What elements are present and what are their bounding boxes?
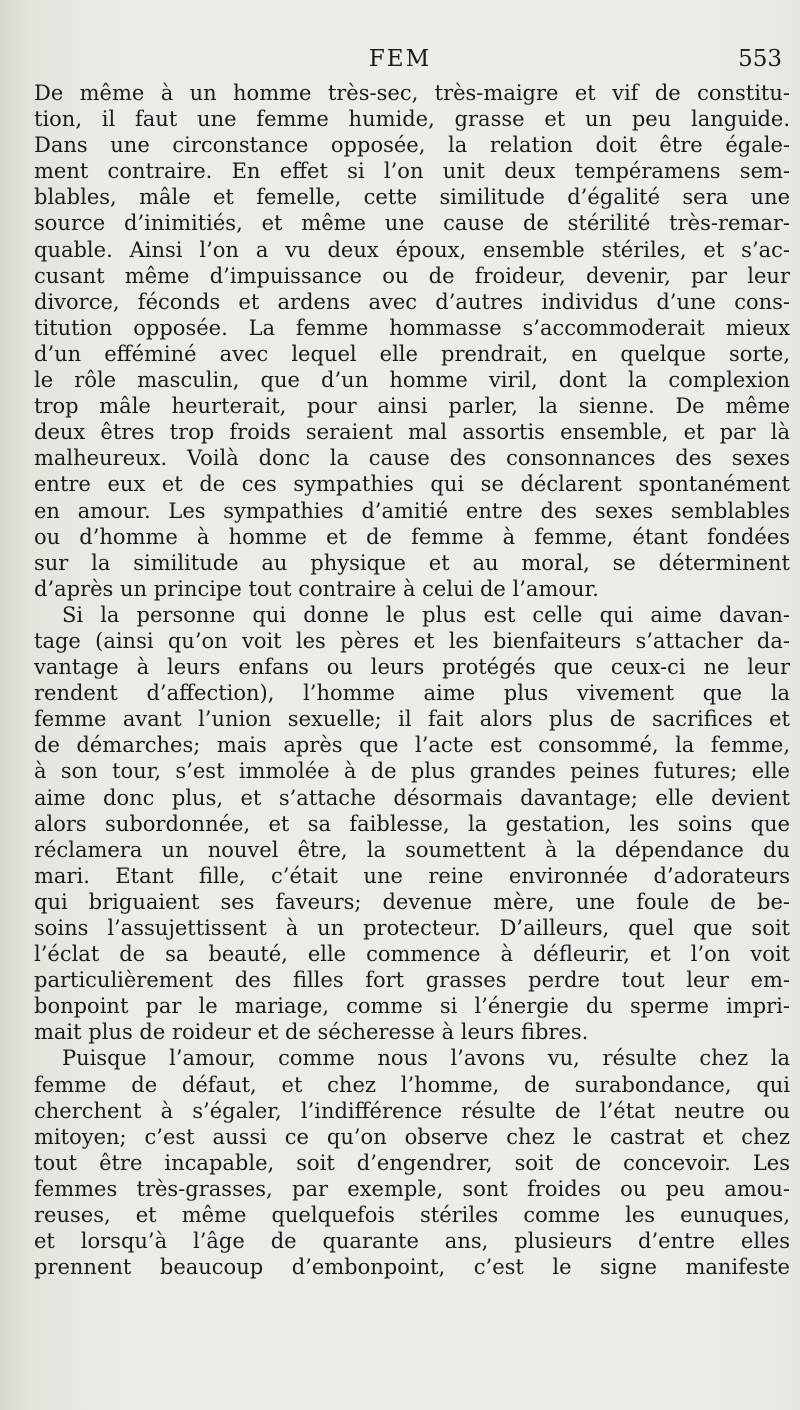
text-line: femmes très-grasses, par exemple, sont froides ou peu amou-: [34, 1176, 790, 1201]
text-line: prennent beaucoup d’embonpoint, c’est le signe manifeste: [34, 1255, 790, 1280]
body-text: [34, 80, 790, 1280]
text-line: mitoyen; c’est aussi ce qu’on observe chez le castrat et chez: [34, 1124, 790, 1149]
text-line: femme de défaut, et chez l’homme, de surabondance, qui: [34, 1072, 790, 1097]
text-line: tion, il faut une femme humide, grasse et un peu languide.: [34, 107, 790, 132]
text-line: Puisque l’amour, comme nous l’avons vu, résulte chez la: [62, 1046, 790, 1071]
text-line: tage (ainsi qu’on voit les pères et les bienfaiteurs s’attacher da-: [34, 628, 790, 653]
text-line: ou d’homme à homme et de femme à femme, étant fondées: [34, 524, 790, 549]
text-line: bonpoint par le mariage, comme si l’énergie du sperme impri-: [34, 994, 790, 1019]
text-line: divorce, féconds et ardens avec d’autres individus d’une cons-: [34, 289, 790, 314]
text-line: Si la personne qui donne le plus est celle qui aime davan-: [62, 602, 790, 627]
text-line: De même à un homme très-sec, très-maigre et vif de constitu-: [34, 81, 790, 105]
text-line: reuses, et même quelquefois stériles comme les eunuques,: [34, 1203, 790, 1228]
text-line: deux êtres trop froids seraient mal assortis ensemble, et par là: [34, 420, 790, 445]
text-line: tout être incapable, soit d’engendrer, soit de concevoir. Les: [34, 1150, 790, 1175]
text-line: vantage à leurs enfans ou leurs protégés que ceux-ci ne leur: [34, 655, 790, 680]
text-line: aime donc plus, et s’attache désormais davantage; elle devient: [34, 785, 790, 810]
text-line: l’éclat de sa beauté, elle commence à défleurir, et l’on voit: [34, 942, 790, 967]
text-line: et lorsqu’à l’âge de quarante ans, plusieurs d’entre elles: [34, 1229, 790, 1254]
text-line: mari. Etant fille, c’était une reine environnée d’adorateurs: [34, 863, 790, 888]
text-line: soins l’assujettissent à un protecteur. D’ailleurs, quel que soit: [34, 916, 790, 940]
running-head-title: FEM: [368, 46, 432, 72]
text-line: femme avant l’union sexuelle; il fait alors plus de sacrifices et: [34, 707, 790, 732]
text-line: titution opposée. La femme hommasse s’accommoderait mieux: [34, 315, 790, 340]
text-line: à son tour, s’est immolée à de plus grandes peines futures; elle: [34, 759, 790, 784]
text-line: de démarches; mais après que l’acte est consommé, la femme,: [34, 733, 790, 758]
text-line: le rôle masculin, que d’un homme viril, dont la complexion: [34, 368, 790, 393]
text-line: malheureux. Voilà donc la cause des consonnances des sexes: [34, 446, 790, 471]
text-line: réclamera un nouvel être, la soumettent à la dépendance du: [34, 837, 790, 862]
running-head: [0, 44, 800, 78]
text-line: alors subordonnée, et sa faiblesse, la gestation, les soins que: [34, 811, 790, 836]
text-line: rendent d’affection), l’homme aime plus vivement que la: [34, 681, 790, 706]
text-line: ment contraire. En effet si l’on unit deux tempéramens sem-: [34, 159, 790, 184]
page-number: 553: [738, 46, 782, 72]
text-line: quable. Ainsi l’on a vu deux époux, ensemble stériles, et s’ac-: [34, 237, 790, 262]
text-line: d’après un principe tout contraire à celui de l’amour.: [34, 576, 599, 601]
text-line: d’un efféminé avec lequel elle prendrait, en quelque sorte,: [34, 341, 790, 366]
text-line: entre eux et de ces sympathies qui se déclarent spontanément: [34, 472, 790, 497]
text-line: source d’inimitiés, et même une cause de stérilité très-remar-: [34, 211, 790, 236]
text-line: Dans une circonstance opposée, la relation doit être égale-: [34, 133, 790, 158]
text-line: particulièrement des filles fort grasses perdre tout leur em-: [34, 968, 790, 993]
text-line: en amour. Les sympathies d’amitié entre des sexes semblables: [34, 498, 790, 523]
text-line: mait plus de roideur et de sécheresse à leurs fibres.: [34, 1020, 589, 1045]
text-line: trop mâle heurterait, pour ainsi parler, la sienne. De même: [34, 394, 790, 419]
text-line: sur la similitude au physique et au moral, se déterminent: [34, 550, 790, 575]
text-line: qui briguaient ses faveurs; devenue mère, une foule de be-: [34, 889, 790, 914]
text-line: cusant même d’impuissance ou de froideur, devenir, par leur: [34, 263, 790, 288]
text-line: blables, mâle et femelle, cette similitude d’égalité sera une: [34, 185, 790, 210]
text-line: cherchent à s’égaler, l’indifférence résulte de l’état neutre ou: [34, 1098, 790, 1123]
